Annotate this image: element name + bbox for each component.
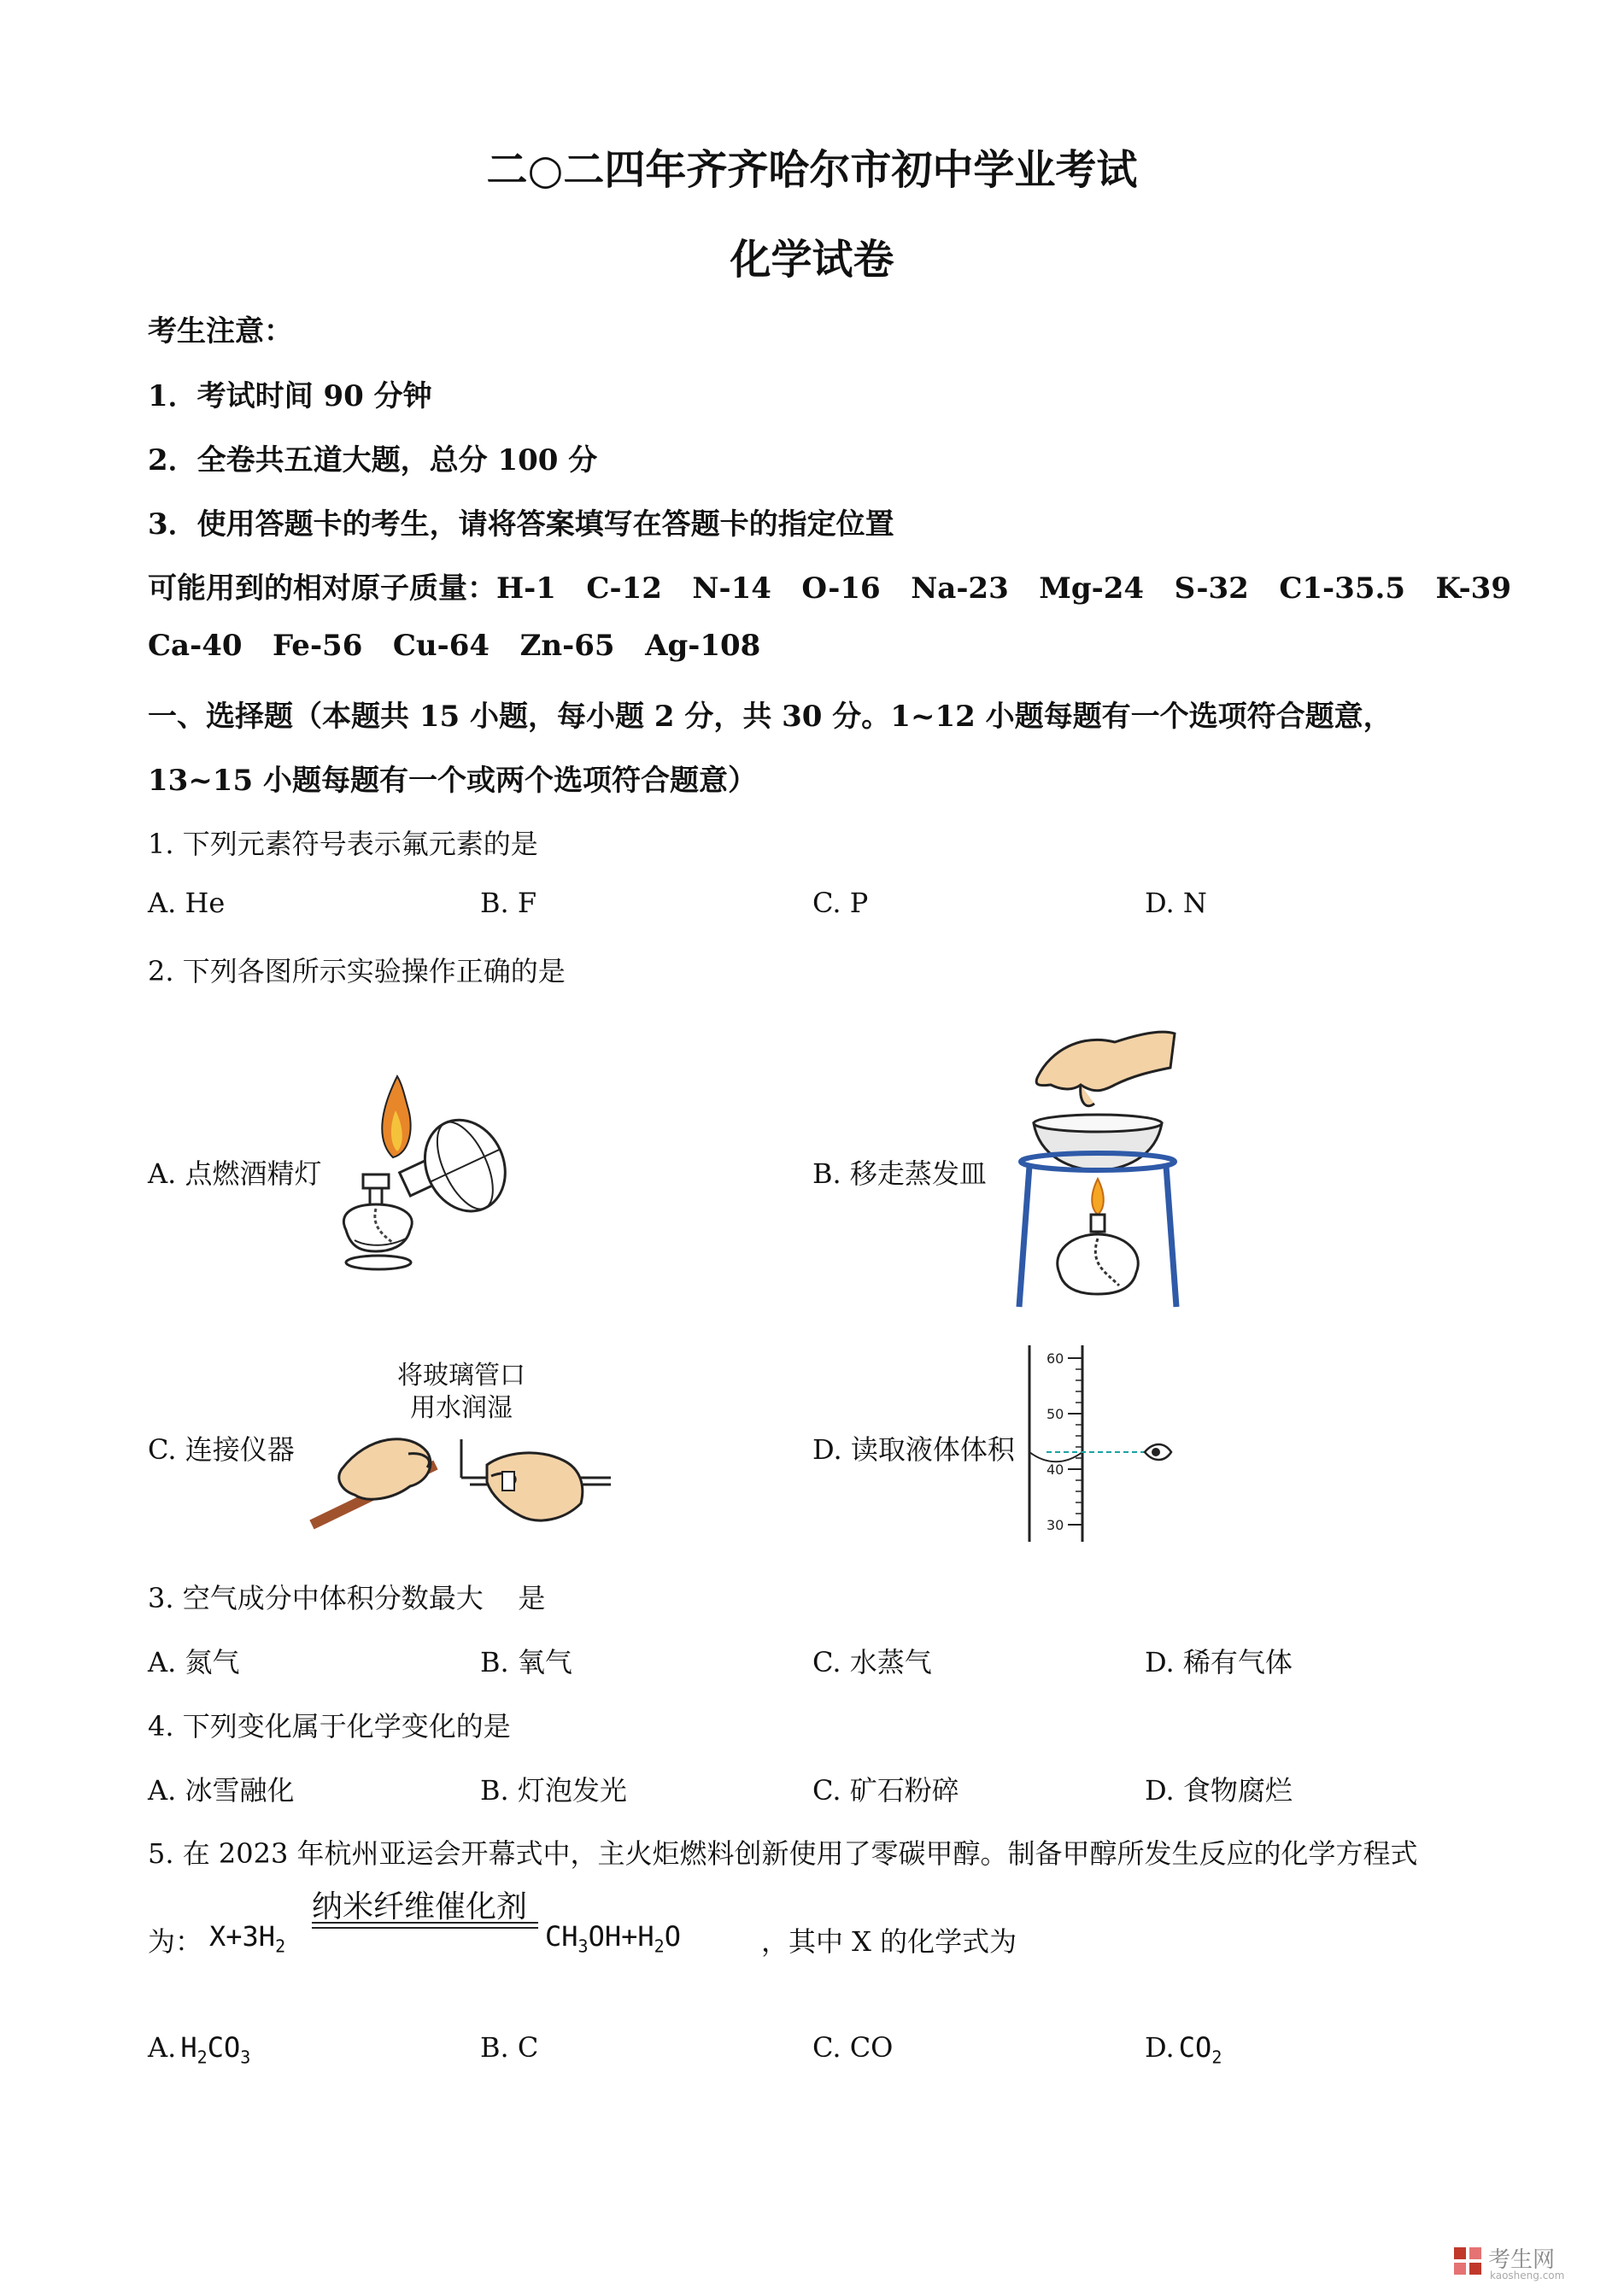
eq-prefix: 为： [148, 1925, 203, 1958]
question-5-option-b: B. C [480, 2031, 539, 2064]
notice-item-3: 3．使用答题卡的考生，请将答案填写在答题卡的指定位置 [148, 507, 894, 542]
measuring-cylinder-figure [1021, 1341, 1175, 1546]
alcohol-lamp-lighting-figure [329, 1059, 534, 1273]
question-2-option-b: B. 移走蒸发皿 [812, 1157, 987, 1190]
eq-double-line-top [312, 1922, 538, 1924]
tick-label-60: 60 [1047, 1350, 1064, 1367]
notice-item-1: 1．考试时间 90 分钟 [148, 379, 432, 413]
question-4-option-a: A. 冰雪融化 [148, 1774, 295, 1807]
question-5-option-c: C. CO [812, 2031, 894, 2064]
tick-label-40: 40 [1047, 1461, 1064, 1478]
question-4-stem: 4. 下列变化属于化学变化的是 [148, 1710, 511, 1742]
figure-c-caption-1: 将玻璃管口 [397, 1361, 525, 1391]
exam-subtitle: 化学试卷 [730, 236, 894, 284]
question-3-option-d: D. 稀有气体 [1145, 1646, 1293, 1678]
question-3-option-a: A. 氮气 [148, 1646, 240, 1678]
tick-label-50: 50 [1047, 1406, 1064, 1422]
eq-products: $CH_3OH+H_2O$ [545, 1920, 681, 1957]
exam-title: 二○二四年齐齐哈尔市初中学业考试 [486, 146, 1138, 194]
question-3-option-c: C. 水蒸气 [812, 1646, 932, 1678]
evaporating-dish-figure [1012, 1025, 1183, 1315]
connect-instruments-figure [308, 1418, 624, 1538]
watermark-text: 考生网 [1488, 2247, 1556, 2273]
question-1-option-c: C. P [812, 887, 869, 919]
watermark-logo-icon [1452, 2246, 1483, 2276]
question-4-option-c: C. 矿石粉碎 [812, 1774, 959, 1807]
atomic-masses-line-1: 可能用到的相对原子质量：H-1 C-12 N-14 O-16 Na-23 Mg-24 S-32 C1-35.5 K-39 [148, 571, 1511, 606]
notice-heading: 考生注意： [148, 314, 293, 348]
question-3-option-b: B. 氧气 [480, 1646, 572, 1678]
question-5-stem: 5. 在 2023 年杭州亚运会开幕式中，主火炬燃料创新使用了零碳甲醇。制备甲醇所发生反应的化学方程式 [148, 1837, 1418, 1870]
section-heading-line-1: 一、选择题（本题共 15 小题，每小题 2 分，共 30 分。1~12 小题每题有一个选项符合题意， [148, 700, 1392, 734]
eq-suffix: ，其中 X 的化学式为 [761, 1925, 1017, 1958]
eq-catalyst: 纳米纤维催化剂 [312, 1889, 528, 1924]
question-2-option-d: D. 读取液体体积 [812, 1433, 1015, 1466]
question-3-stem: 3. 空气成分中体积分数最大 是 [148, 1582, 546, 1614]
question-4-option-d: D. 食物腐烂 [1145, 1774, 1293, 1807]
question-2-option-c: C. 连接仪器 [148, 1433, 295, 1466]
tick-label-30: 30 [1047, 1517, 1064, 1533]
atomic-masses-line-2: Ca-40 Fe-56 Cu-64 Zn-65 Ag-108 [148, 629, 761, 663]
notice-item-2: 2．全卷共五道大题，总分 100 分 [148, 443, 598, 477]
question-5-option-d: D. $CO_2$ [1145, 2031, 1222, 2068]
question-1-option-a: A. He [148, 887, 226, 919]
question-1-option-b: B. F [480, 887, 537, 919]
question-1-stem: 1. 下列元素符号表示氟元素的是 [148, 828, 538, 860]
question-2-stem: 2. 下列各图所示实验操作正确的是 [148, 955, 566, 987]
question-2-option-a: A. 点燃酒精灯 [148, 1157, 322, 1190]
section-heading-line-2: 13~15 小题每题有一个或两个选项符合题意） [148, 764, 757, 798]
figure-c-caption-2: 用水润湿 [410, 1393, 513, 1423]
question-1-option-d: D. N [1145, 887, 1207, 919]
question-5-option-a: A. $H_2CO_3$ [148, 2031, 251, 2068]
watermark-subtext: kaosheng.com [1490, 2270, 1565, 2281]
question-4-option-b: B. 灯泡发光 [480, 1774, 627, 1807]
watermark [1452, 2242, 1615, 2285]
eq-double-line-bottom [312, 1927, 538, 1929]
eq-reactants: $X+3H_2$ [209, 1920, 286, 1957]
